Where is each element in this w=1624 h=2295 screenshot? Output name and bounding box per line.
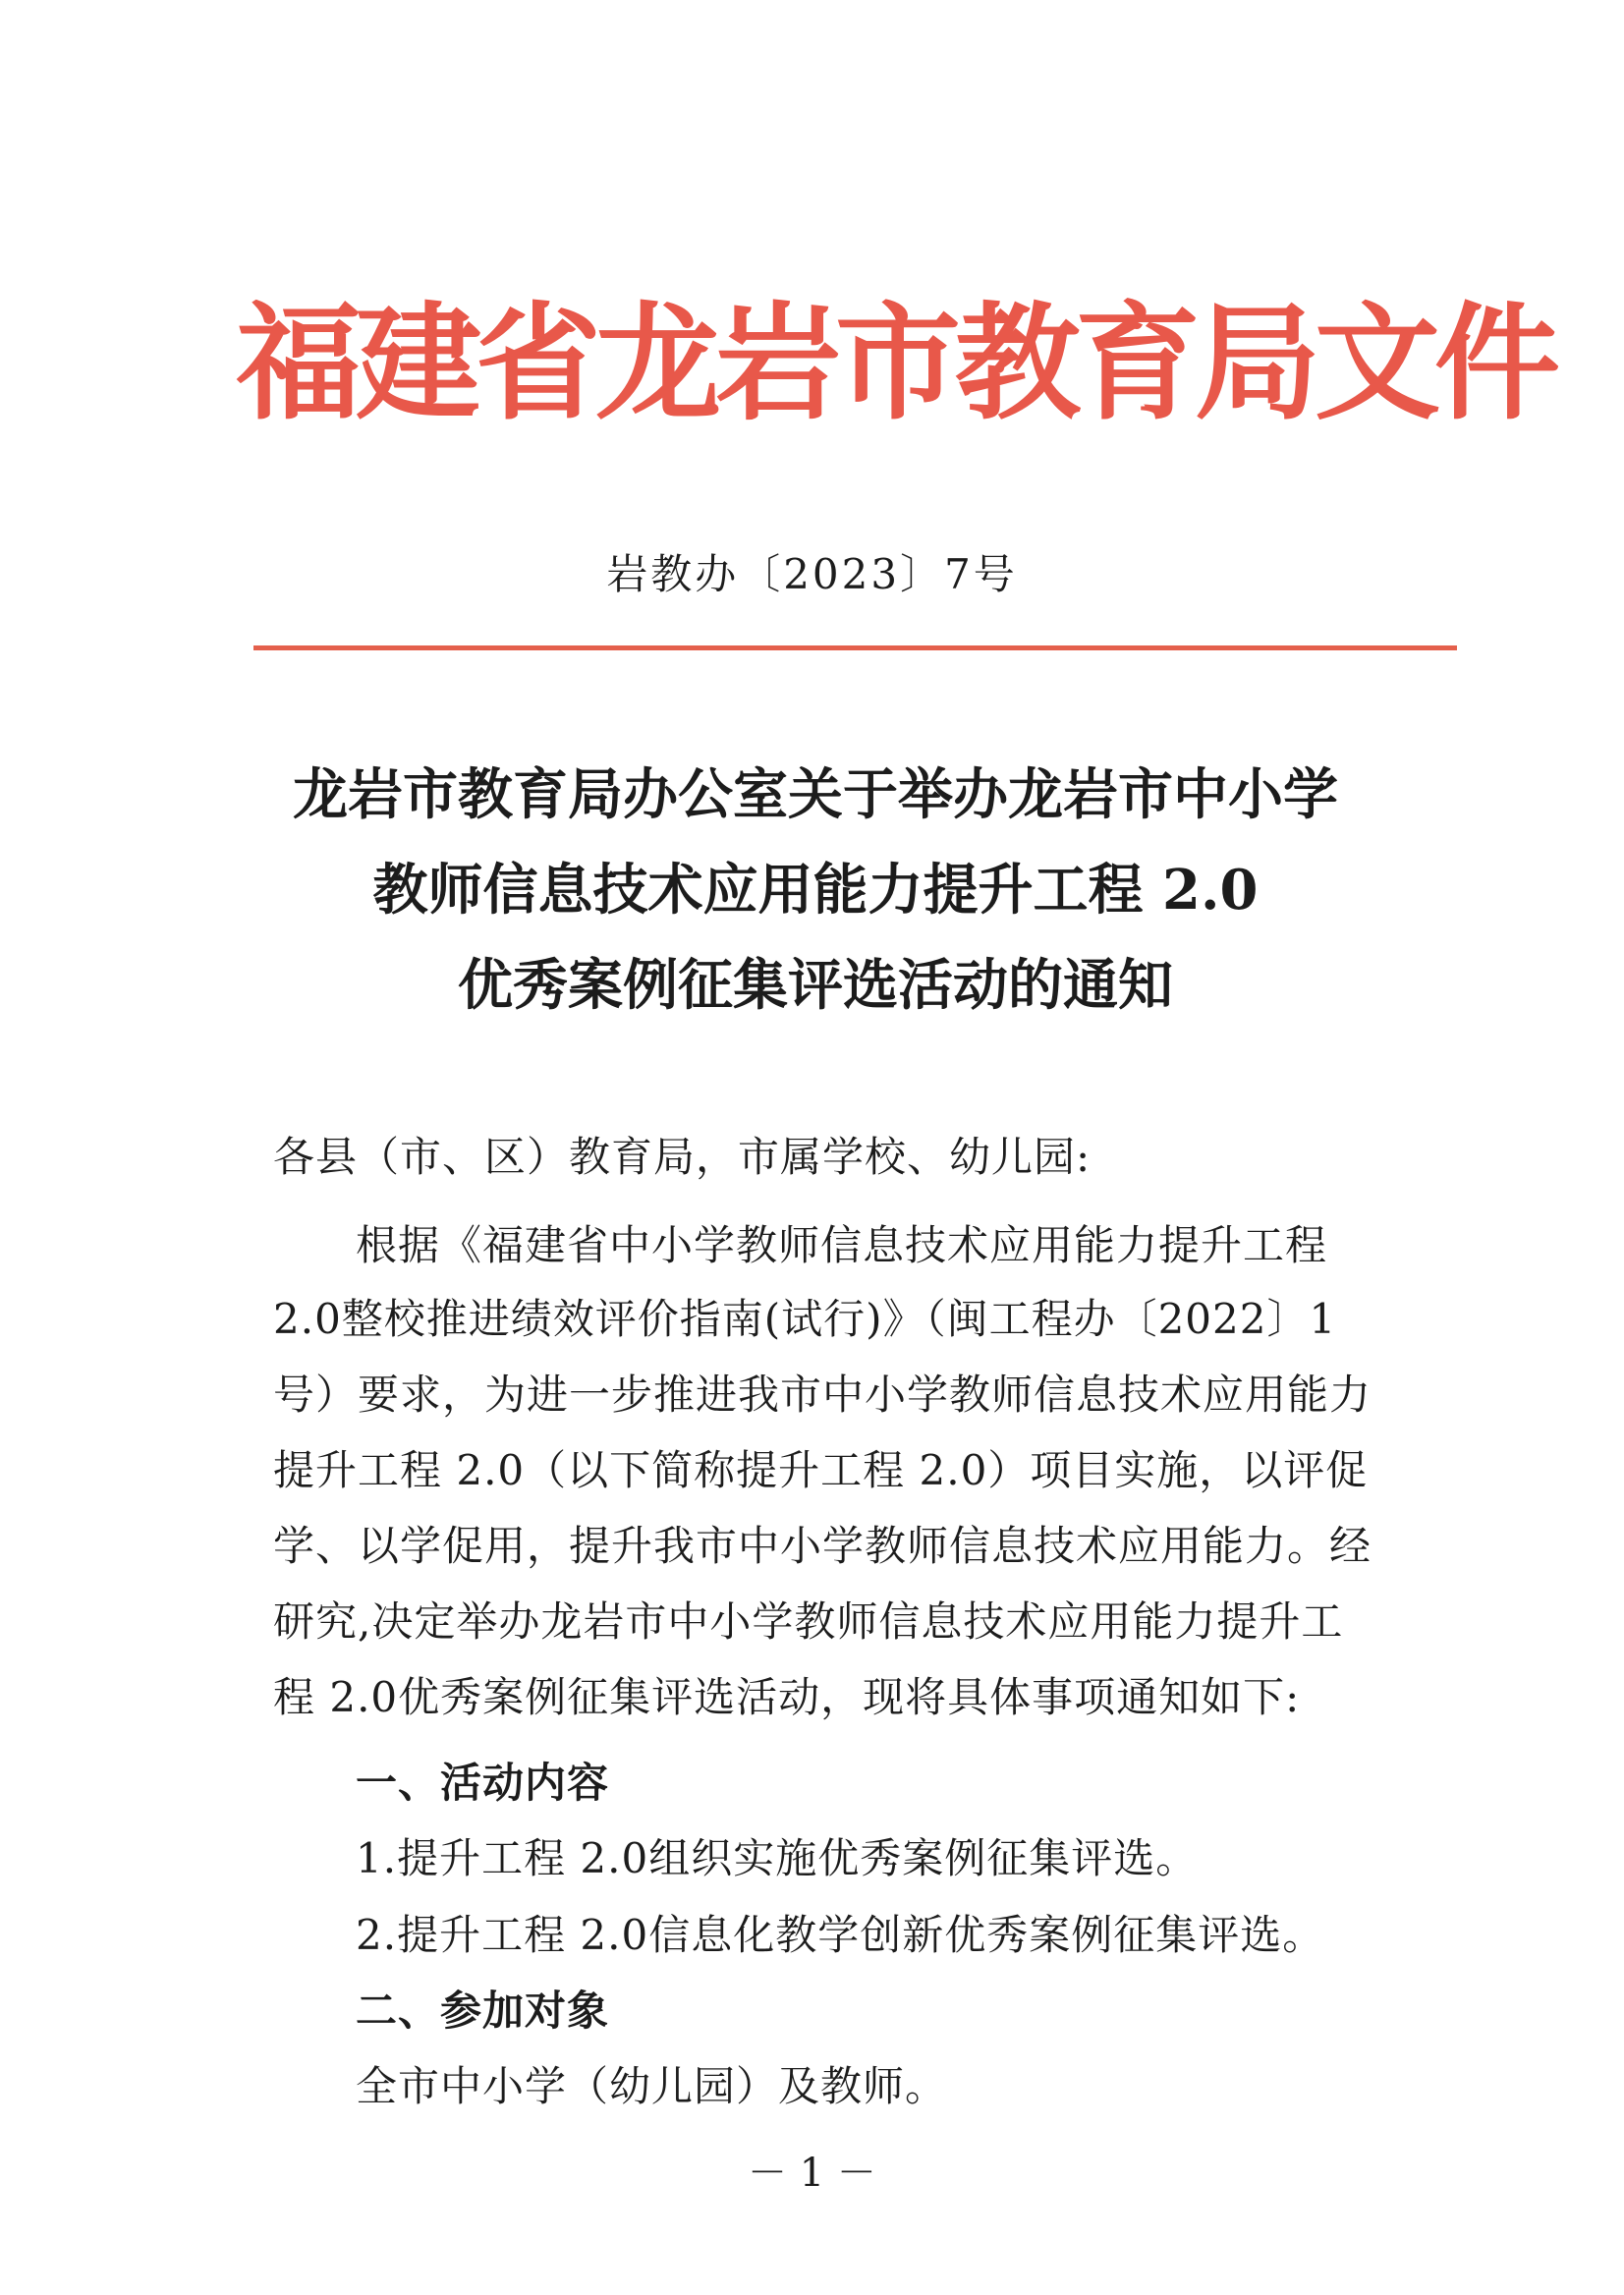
red-divider-rule — [253, 645, 1457, 650]
body-line: 号）要求，为进一步推进我市中小学教师信息技术应用能力 — [273, 1371, 1372, 1419]
participants-text: 全市中小学（幼儿园）及教师。 — [356, 2062, 948, 2110]
masthead-title: 福建省龙岩市教育局文件 — [236, 290, 1555, 437]
body-line: 提升工程 2.0（以下简称提升工程 2.0）项目实施，以评促 — [273, 1446, 1369, 1494]
page-number: － 1 － — [748, 2151, 876, 2196]
notice-title-line-1: 龙岩市教育局办公室关于举办龙岩市中小学 — [293, 762, 1338, 827]
body-line: 程 2.0优秀案例征集评选活动，现将具体事项通知如下: — [273, 1673, 1301, 1721]
section-heading-activity-content: 一、活动内容 — [356, 1759, 610, 1807]
body-line: 2.0整校推进绩效评价指南(试行)》（闽工程办〔2022〕1 — [273, 1295, 1337, 1343]
body-line: 根据《福建省中小学教师信息技术应用能力提升工程 — [356, 1221, 1328, 1269]
salutation: 各县（市、区）教育局，市属学校、幼儿园: — [273, 1133, 1092, 1181]
list-item: 2.提升工程 2.0信息化教学创新优秀案例征集评选。 — [356, 1911, 1325, 1959]
section-heading-participants: 二、参加对象 — [356, 1987, 610, 2035]
list-item: 1.提升工程 2.0组织实施优秀案例征集评选。 — [356, 1834, 1199, 1882]
body-line: 学、以学促用，提升我市中小学教师信息技术应用能力。经 — [273, 1522, 1372, 1570]
notice-title-line-3: 优秀案例征集评选活动的通知 — [458, 953, 1173, 1018]
notice-title-line-2: 教师信息技术应用能力提升工程 2.0 — [372, 858, 1259, 923]
body-line: 研究,决定举办龙岩市中小学教师信息技术应用能力提升工 — [273, 1597, 1344, 1646]
document-number: 岩教办〔2023〕7号 — [606, 550, 1018, 598]
